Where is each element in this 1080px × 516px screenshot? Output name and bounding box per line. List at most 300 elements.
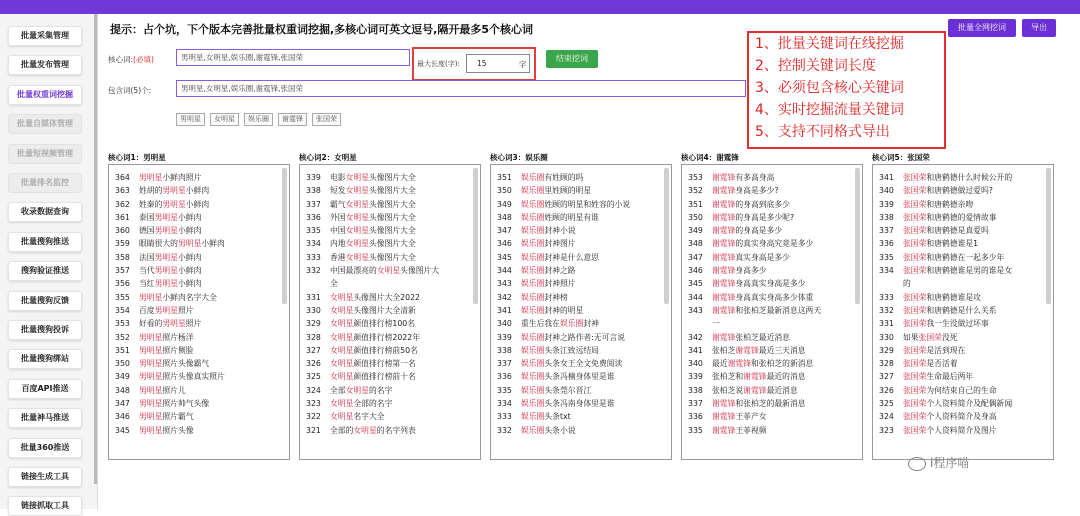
- list-item[interactable]: [879, 410, 1053, 423]
- keyword-suffix: 头像图片大全: [368, 212, 416, 222]
- keyword-suffix: 小鲜肉名字大全: [162, 292, 217, 302]
- keyword-suffix: 封神是什么意思: [544, 252, 599, 262]
- core-keyword-highlight: 谢霆锋: [712, 399, 736, 409]
- list-item[interactable]: [879, 370, 1053, 383]
- list-item[interactable]: [688, 317, 862, 330]
- list-item[interactable]: [879, 291, 1053, 304]
- list-item[interactable]: [306, 397, 480, 410]
- core-keyword-highlight: 张国荣: [903, 319, 927, 329]
- core-keyword-highlight: 男明星: [154, 212, 178, 222]
- core-keyword-highlight: 娱乐圈: [521, 186, 545, 196]
- list-item[interactable]: [688, 237, 862, 250]
- list-item[interactable]: [688, 344, 862, 357]
- keyword-prefix: 全: [330, 279, 338, 289]
- list-item[interactable]: [688, 424, 862, 437]
- keyword-suffix: 和唐鹤德谁是1: [926, 239, 979, 249]
- core-keyword-highlight: 娱乐圈: [521, 332, 545, 342]
- rank-number: 348: [497, 212, 512, 222]
- list-item[interactable]: [879, 211, 1053, 224]
- keyword-tag[interactable]: 谢霆锋: [278, 113, 307, 126]
- keyword-prefix: 眼睛很大的: [139, 239, 178, 249]
- rank-number: 349: [688, 226, 703, 236]
- list-item[interactable]: [688, 224, 862, 237]
- sidebar-item[interactable]: 批量采集管理: [8, 26, 82, 46]
- list-item[interactable]: [879, 304, 1053, 317]
- core-keyword-highlight: 男明星: [139, 173, 163, 182]
- keyword-suffix: 全部的名字: [353, 399, 393, 409]
- keyword-prefix: 姓胡的: [139, 186, 163, 196]
- sidebar-item[interactable]: 链接生成工具: [8, 467, 82, 487]
- export-button[interactable]: 导出: [1022, 19, 1056, 37]
- list-item[interactable]: [497, 397, 671, 410]
- sidebar-item[interactable]: 搜狗验证推送: [8, 261, 82, 281]
- keyword-prefix: 姓秦的: [139, 199, 163, 209]
- rank-number: 332: [879, 305, 894, 315]
- rank-number: 324: [306, 385, 321, 395]
- core-keyword-highlight: 娱乐圈: [521, 226, 545, 236]
- rank-number: 351: [497, 173, 512, 182]
- list-item[interactable]: [497, 344, 671, 357]
- list-item[interactable]: [306, 237, 480, 250]
- keyword-suffix: 和唐鹤德什么时候公开的: [926, 173, 1013, 182]
- list-item[interactable]: [115, 224, 289, 237]
- core-keyword-highlight: 谢霆锋: [743, 372, 767, 382]
- list-item[interactable]: [306, 211, 480, 224]
- keyword-suffix: 头像图片大全: [368, 173, 416, 182]
- rank-number: 339: [879, 199, 894, 209]
- list-item[interactable]: [306, 357, 480, 370]
- max-length-label: 最大长度(字):: [417, 60, 460, 68]
- list-scrollbar[interactable]: [1046, 168, 1051, 304]
- rank-number: 351: [688, 199, 703, 209]
- rank-number: 337: [688, 399, 703, 409]
- core-keyword-highlight: 张国荣: [903, 266, 927, 276]
- keyword-suffix: 照片: [185, 319, 202, 329]
- feature-item: 4、实时挖掘流量关键词: [755, 102, 904, 118]
- core-keyword-highlight: 娱乐圈: [521, 252, 545, 262]
- list-item[interactable]: [879, 424, 1053, 437]
- list-item[interactable]: [879, 277, 1053, 290]
- list-item[interactable]: [306, 291, 480, 304]
- sidebar-item[interactable]: 批量神马推送: [8, 408, 82, 428]
- core-keyword-highlight: 张国荣: [903, 173, 927, 182]
- keyword-prefix: 张柏芝和: [712, 372, 744, 382]
- keyword-suffix: 小鲜肉: [177, 226, 202, 236]
- core-keyword-highlight: 谢霆锋: [712, 412, 736, 422]
- core-keyword-highlight: 娱乐圈: [521, 399, 545, 409]
- list-item[interactable]: [115, 317, 289, 330]
- list-item[interactable]: [306, 171, 480, 184]
- rank-number: 346: [688, 266, 703, 276]
- rank-number: 329: [306, 319, 321, 329]
- list-item[interactable]: [115, 237, 289, 250]
- list-item[interactable]: [306, 198, 480, 211]
- rank-number: 336: [306, 212, 321, 222]
- rank-number: 330: [306, 305, 321, 315]
- column-title: 核心词3：娱乐圈: [490, 153, 548, 162]
- max-length-group: [412, 47, 536, 81]
- list-item[interactable]: [497, 410, 671, 423]
- list-item[interactable]: [879, 264, 1053, 277]
- sidebar-item[interactable]: 收录数据查询: [8, 202, 82, 222]
- core-keyword-highlight: 女明星: [345, 173, 369, 182]
- core-keyword-highlight: 娱乐圈: [521, 305, 545, 315]
- sidebar-item[interactable]: 批量搜狗反馈: [8, 291, 82, 311]
- keyword-suffix: 头条小说: [544, 425, 576, 435]
- list-item[interactable]: [879, 237, 1053, 250]
- list-item[interactable]: [306, 264, 480, 277]
- keyword-prefix: 中国: [330, 226, 346, 236]
- result-list[interactable]: [872, 164, 1054, 460]
- keyword-prefix: 内地: [330, 239, 346, 249]
- keyword-prefix: 重生后我在: [521, 319, 560, 329]
- column-title: 核心词2：女明星: [299, 153, 357, 162]
- core-keyword-highlight: 张国荣: [903, 305, 927, 315]
- core-keyword-highlight: 谢霆锋: [712, 425, 736, 435]
- list-item[interactable]: [497, 304, 671, 317]
- keyword-suffix: 头像图片大: [400, 266, 440, 276]
- sidebar-item[interactable]: 批量360推送: [8, 438, 82, 458]
- list-item[interactable]: [879, 344, 1053, 357]
- core-keyword-highlight: 娱乐圈: [521, 292, 545, 302]
- keyword-suffix: 为何结束自己的生命: [926, 385, 997, 395]
- list-item[interactable]: [306, 384, 480, 397]
- result-list[interactable]: [108, 164, 290, 460]
- list-item[interactable]: [497, 317, 671, 330]
- list-item[interactable]: [306, 224, 480, 237]
- core-keyword-highlight: 娱乐圈: [521, 412, 545, 422]
- rank-number: 335: [497, 385, 512, 395]
- list-item[interactable]: [115, 251, 289, 264]
- list-item[interactable]: [497, 357, 671, 370]
- rank-number: 336: [497, 372, 512, 382]
- list-item[interactable]: [497, 384, 671, 397]
- sidebar-item[interactable]: 链接抓取工具: [8, 496, 82, 516]
- sidebar-item[interactable]: 批量短视频管理: [8, 144, 82, 164]
- keyword-suffix: 王菲视频: [735, 425, 767, 435]
- list-item[interactable]: [688, 331, 862, 344]
- keyword-prefix: 全部: [330, 385, 346, 395]
- core-keyword-highlight: 谢霆锋: [712, 239, 736, 249]
- keyword-suffix: 的身高到底多少: [735, 199, 790, 209]
- list-item[interactable]: [688, 397, 862, 410]
- list-item[interactable]: [688, 304, 862, 317]
- keyword-suffix: 姓顾的明星和姓容的小说: [544, 199, 631, 209]
- list-item[interactable]: [306, 184, 480, 197]
- list-item[interactable]: [497, 184, 671, 197]
- rank-number: 332: [497, 425, 512, 435]
- rank-number: 343: [688, 305, 703, 315]
- list-item[interactable]: [688, 370, 862, 383]
- core-keyword-highlight: 娱乐圈: [521, 199, 545, 209]
- features-callout: [747, 31, 946, 149]
- list-item[interactable]: [115, 171, 289, 184]
- list-item[interactable]: [115, 397, 289, 410]
- rank-number: 338: [497, 345, 512, 355]
- core-keyword-highlight: 女明星: [345, 239, 369, 249]
- core-keyword-highlight: 男明星: [154, 226, 178, 236]
- list-item[interactable]: [497, 277, 671, 290]
- list-item[interactable]: [115, 370, 289, 383]
- list-item[interactable]: [688, 410, 862, 423]
- list-item[interactable]: [497, 211, 671, 224]
- column-title: 核心词5：张国荣: [872, 153, 930, 162]
- core-keyword-highlight: 娱乐圈: [521, 239, 545, 249]
- rank-number: 361: [115, 212, 130, 222]
- rank-number: 353: [115, 319, 130, 329]
- rank-number: 332: [306, 266, 321, 276]
- list-item[interactable]: [879, 384, 1053, 397]
- include-label: 包含词(5)个:: [108, 86, 152, 95]
- list-item[interactable]: [497, 251, 671, 264]
- keyword-suffix: 小鲜肉照片: [162, 173, 202, 182]
- list-item[interactable]: [879, 331, 1053, 344]
- keyword-suffix: 小鲜肉: [177, 252, 202, 262]
- rank-number: 360: [115, 226, 130, 236]
- keyword-prefix: 电影: [330, 173, 346, 182]
- rank-number: 325: [879, 399, 894, 409]
- list-item[interactable]: [879, 357, 1053, 370]
- column-title: 核心词4：谢霆锋: [681, 153, 739, 162]
- keyword-tag[interactable]: 男明星: [176, 113, 205, 126]
- keyword-prefix: 短发: [330, 186, 346, 196]
- list-item[interactable]: [688, 264, 862, 277]
- list-item[interactable]: [306, 410, 480, 423]
- rank-number: 350: [497, 186, 512, 196]
- max-length-unit: 字: [519, 60, 527, 69]
- sidebar-item[interactable]: 批量搜狗绑站: [8, 349, 82, 369]
- list-item[interactable]: [115, 331, 289, 344]
- core-keyword-highlight: 张国荣: [903, 186, 927, 196]
- keyword-suffix: 姓顾的明星有谁: [544, 212, 599, 222]
- core-keyword-highlight: 女明星: [330, 372, 354, 382]
- keyword-suffix: 照片侧脸: [162, 345, 194, 355]
- result-list[interactable]: [299, 164, 481, 460]
- list-item[interactable]: [497, 264, 671, 277]
- list-item[interactable]: [497, 237, 671, 250]
- keyword-suffix: 的身高是多少呢?: [735, 212, 795, 222]
- list-item[interactable]: [879, 184, 1053, 197]
- list-item[interactable]: [115, 344, 289, 357]
- list-scrollbar[interactable]: [855, 168, 860, 304]
- list-item[interactable]: [497, 224, 671, 237]
- keyword-suffix: 身高真实身高多少体重: [735, 292, 814, 302]
- keyword-prefix: 德国: [139, 226, 155, 236]
- result-list[interactable]: [490, 164, 672, 460]
- core-keyword-highlight: 女明星: [345, 186, 369, 196]
- core-keyword-highlight: 女明星: [345, 212, 369, 222]
- keyword-suffix: 小鲜肉: [201, 239, 225, 249]
- rank-number: 341: [497, 305, 512, 315]
- list-item[interactable]: [688, 171, 862, 184]
- list-item[interactable]: [115, 211, 289, 224]
- rank-number: 327: [879, 372, 894, 382]
- core-keyword-highlight: 张国荣: [903, 252, 927, 262]
- keyword-suffix: 颜值排行榜前十名: [353, 372, 416, 382]
- rank-number: 339: [497, 332, 512, 342]
- list-item[interactable]: [115, 184, 289, 197]
- sidebar-item[interactable]: 百度API推送: [8, 379, 82, 399]
- core-keyword-highlight: 张国荣: [903, 292, 927, 302]
- list-item[interactable]: [115, 264, 289, 277]
- core-keyword-highlight: 张国荣: [903, 359, 927, 369]
- list-item[interactable]: [306, 424, 480, 437]
- list-item[interactable]: [497, 370, 671, 383]
- rank-number: 364: [115, 173, 130, 182]
- keyword-prefix: 全部的: [330, 425, 354, 435]
- list-item[interactable]: [497, 424, 671, 437]
- keyword-suffix: 名字大全: [353, 412, 385, 422]
- tip-text: 提示：占个坑，下个版本完善批量权重词挖掘,多核心词可英文逗号,隔开最多5个核心词: [110, 23, 534, 36]
- list-item[interactable]: [879, 171, 1053, 184]
- list-item[interactable]: [115, 357, 289, 370]
- core-keyword-highlight: 谢霆锋: [735, 345, 759, 355]
- keyword-prefix: 当代: [139, 266, 155, 276]
- include-keyword-input[interactable]: 男明星,女明星,娱乐圈,谢霆锋,张国荣: [176, 80, 746, 97]
- core-keyword-highlight: 女明星: [345, 252, 369, 262]
- list-item[interactable]: [306, 344, 480, 357]
- list-item[interactable]: [688, 357, 862, 370]
- rank-number: 329: [879, 345, 894, 355]
- keyword-prefix: 外国: [330, 212, 346, 222]
- keyword-prefix: 张柏芝说: [712, 385, 744, 395]
- core-keyword-highlight: 张国荣: [903, 199, 927, 209]
- keyword-suffix: 照片杨洋: [162, 332, 194, 342]
- keyword-suffix: 照片儿: [162, 385, 186, 395]
- keyword-prefix: 香港: [330, 252, 346, 262]
- keyword-suffix: 颜值排行榜第一名: [353, 359, 416, 369]
- core-keyword-highlight: 男明星: [154, 305, 178, 315]
- result-list[interactable]: [681, 164, 863, 460]
- list-item[interactable]: [306, 304, 480, 317]
- keyword-suffix: 的身高是多少: [735, 226, 783, 236]
- sidebar-scrollbar[interactable]: [94, 14, 97, 484]
- list-item[interactable]: [115, 277, 289, 290]
- list-item[interactable]: [306, 317, 480, 330]
- core-keyword-input[interactable]: 男明星,女明星,娱乐圈,谢霆锋,张国荣: [176, 49, 410, 66]
- rank-number: 325: [306, 372, 321, 382]
- rank-number: 359: [115, 239, 130, 249]
- rank-number: 343: [497, 279, 512, 289]
- list-item[interactable]: [879, 317, 1053, 330]
- list-item[interactable]: [497, 171, 671, 184]
- core-keyword-highlight: 娱乐圈: [521, 266, 545, 276]
- core-keyword-highlight: 张国荣: [903, 239, 927, 249]
- keyword-suffix: 照片头像: [162, 425, 194, 435]
- core-keyword-highlight: 娱乐圈: [521, 385, 545, 395]
- list-item[interactable]: [879, 198, 1053, 211]
- keyword-suffix: 照片: [177, 305, 194, 315]
- list-item[interactable]: [497, 331, 671, 344]
- core-keyword-highlight: 女明星: [353, 425, 377, 435]
- list-item[interactable]: [688, 211, 862, 224]
- rank-number: 352: [688, 186, 703, 196]
- list-item[interactable]: [688, 384, 862, 397]
- feature-item: 3、必须包含核心关键词: [755, 80, 904, 96]
- list-item[interactable]: [688, 251, 862, 264]
- list-item[interactable]: [497, 198, 671, 211]
- max-length-input[interactable]: 15: [466, 54, 530, 73]
- keyword-suffix: 的名字列表: [376, 425, 416, 435]
- keyword-suffix: 头条女王全文免费阅读: [544, 359, 623, 369]
- keyword-suffix: 颜值排行榜前50名: [353, 345, 418, 355]
- list-item[interactable]: [688, 198, 862, 211]
- keyword-tag[interactable]: 女明星: [210, 113, 239, 126]
- keyword-suffix: 照片头像霸气: [162, 359, 210, 369]
- core-keyword-highlight: 男明星: [139, 332, 163, 342]
- list-item[interactable]: [879, 224, 1053, 237]
- rank-number: 357: [115, 266, 130, 276]
- list-item[interactable]: [306, 251, 480, 264]
- list-item[interactable]: [879, 397, 1053, 410]
- sidebar-item[interactable]: 批量权重词挖掘: [8, 85, 82, 105]
- mine-all-button[interactable]: 批量全网挖词: [948, 19, 1016, 37]
- list-item[interactable]: [306, 331, 480, 344]
- stop-mining-button[interactable]: 结束挖词: [546, 50, 598, 68]
- list-item[interactable]: [688, 277, 862, 290]
- list-item[interactable]: [115, 424, 289, 437]
- rank-number: 324: [879, 412, 894, 422]
- rank-number: 322: [306, 412, 321, 422]
- keyword-suffix: 最近三天消息: [758, 345, 806, 355]
- list-scrollbar[interactable]: [664, 168, 669, 304]
- list-item[interactable]: [115, 304, 289, 317]
- keyword-tag[interactable]: 娱乐圈: [244, 113, 273, 126]
- list-scrollbar[interactable]: [473, 168, 478, 304]
- sidebar-item[interactable]: 批量排名监控: [8, 173, 82, 193]
- list-item[interactable]: [306, 370, 480, 383]
- rank-number: 349: [115, 372, 130, 382]
- rank-number: 327: [306, 345, 321, 355]
- list-item[interactable]: [115, 410, 289, 423]
- keyword-tag[interactable]: 张国荣: [312, 113, 341, 126]
- list-item[interactable]: [306, 277, 480, 290]
- list-scrollbar[interactable]: [282, 168, 287, 304]
- list-item[interactable]: [497, 291, 671, 304]
- sidebar-item[interactable]: 批量搜狗投诉: [8, 320, 82, 340]
- core-keyword-highlight: 男明星: [139, 399, 163, 409]
- list-item[interactable]: [688, 184, 862, 197]
- core-keyword-highlight: 谢霆锋: [712, 199, 736, 209]
- sidebar-item[interactable]: 批量自媒体管理: [8, 114, 82, 134]
- rank-number: 350: [115, 359, 130, 369]
- list-item[interactable]: [688, 291, 862, 304]
- list-item[interactable]: [115, 198, 289, 211]
- keyword-suffix: 里姓顾的明星: [544, 186, 592, 196]
- core-keyword-highlight: 男明星: [139, 385, 163, 395]
- keyword-suffix: 和唐鹤德做过爱吗?: [926, 186, 993, 196]
- keyword-suffix: 封神图片: [544, 239, 576, 249]
- keyword-suffix: 最近的消息: [766, 372, 806, 382]
- sidebar-item[interactable]: 批量搜狗推送: [8, 232, 82, 252]
- core-keyword-highlight: 谢霆锋: [712, 212, 736, 222]
- list-item[interactable]: [879, 251, 1053, 264]
- sidebar-item[interactable]: 批量发布管理: [8, 55, 82, 75]
- rank-number: 356: [115, 279, 130, 289]
- rank-number: 335: [879, 252, 894, 262]
- rank-number: 336: [688, 412, 703, 422]
- list-item[interactable]: [115, 384, 289, 397]
- list-item[interactable]: [115, 291, 289, 304]
- core-keyword-highlight: 娱乐圈: [521, 425, 545, 435]
- rank-number: 342: [688, 332, 703, 342]
- feature-item: 2、控制关键词长度: [755, 58, 876, 74]
- rank-number: 339: [306, 173, 321, 182]
- keyword-suffix: 的名字: [368, 385, 393, 395]
- core-keyword-highlight: 谢霆锋: [712, 173, 736, 182]
- keyword-suffix: 头像图片大全清新: [353, 305, 416, 315]
- keyword-suffix: 头条冯南身体里是谁: [544, 399, 615, 409]
